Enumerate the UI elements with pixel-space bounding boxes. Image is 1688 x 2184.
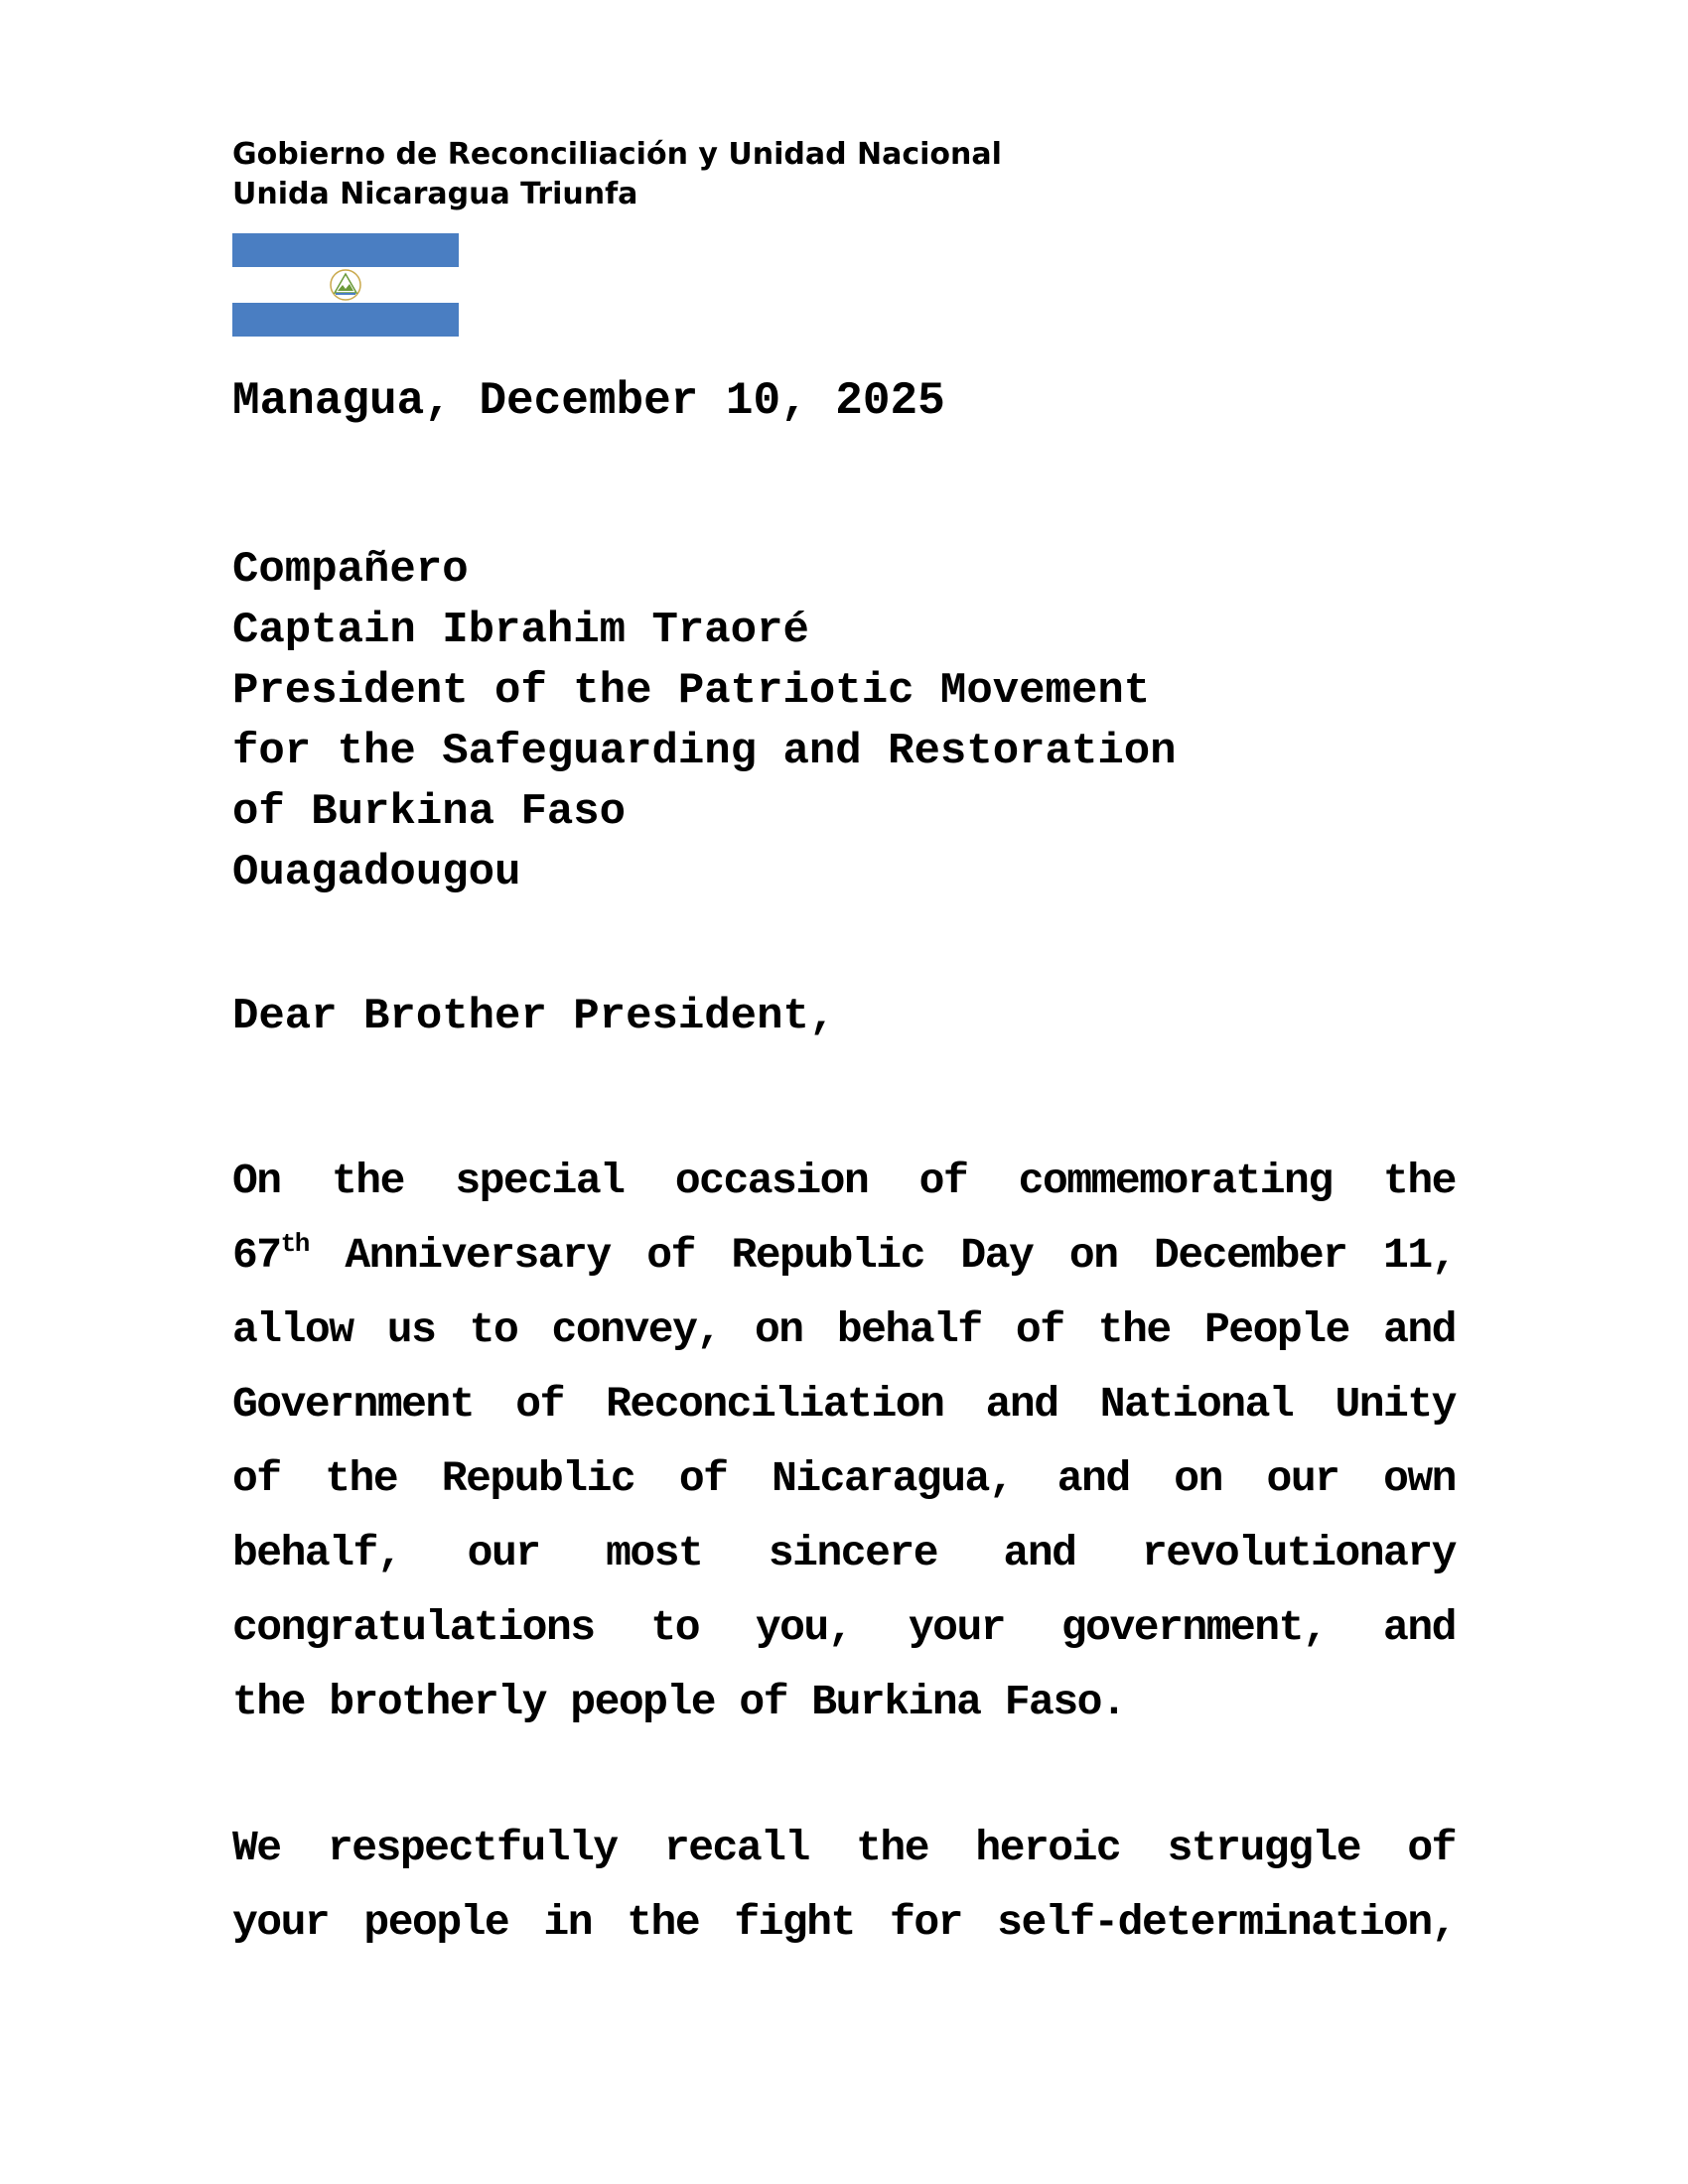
word: self-determination, [997,1898,1456,1947]
word: on [754,1305,803,1354]
word: On [232,1157,281,1205]
salutation: Dear Brother President, [232,992,836,1041]
word: of [232,1454,281,1503]
word: and [985,1380,1058,1429]
paragraph-line [232,1144,1456,1218]
word: Unity [1335,1380,1456,1429]
word: in [543,1898,593,1947]
letter-date: Managua, December 10, 2025 [232,375,945,427]
word: Government [232,1380,475,1429]
word: heroic [975,1824,1121,1872]
word: our [467,1529,540,1577]
paragraph-line [232,1590,1456,1665]
letterhead-government: Gobierno de Reconciliación y Unidad Nacional [232,137,1002,172]
word: the [856,1824,929,1872]
recipient-block [232,540,1177,903]
word: of [646,1231,695,1280]
paragraph-line [232,1441,1456,1516]
paragraph-line [232,1885,1456,1960]
word: of [1015,1305,1064,1354]
recipient-position-line1: President of the Patriotic Movement [232,666,1151,716]
word: 67th [232,1229,309,1280]
paragraph-line [232,1218,1456,1293]
word: your [232,1898,330,1947]
word: our [1266,1454,1339,1503]
word: Republic [731,1231,924,1280]
word: respectfully [327,1824,618,1872]
word: commemorating [1018,1157,1333,1205]
word: government, [1060,1603,1328,1652]
word: and [1056,1454,1130,1503]
nicaragua-flag-icon [232,233,459,337]
word: Day [960,1231,1034,1280]
word: December [1154,1231,1347,1280]
word: you, [755,1603,853,1652]
recipient-position-line2: for the Safeguarding and Restoration [232,727,1177,776]
word: the [1097,1305,1171,1354]
word: people [363,1898,509,1947]
word: most [606,1529,703,1577]
word: of [1407,1824,1456,1872]
word: recall [663,1824,809,1872]
word: of [515,1380,564,1429]
word: the [1383,1157,1456,1205]
word: behalf [836,1305,982,1354]
word: for [890,1898,962,1947]
word: the [325,1454,398,1503]
word: Reconciliation [606,1380,944,1429]
word: and [1003,1529,1076,1577]
word: on [1174,1454,1222,1503]
word: own [1383,1454,1456,1503]
word: the [332,1157,404,1205]
word: of [678,1454,728,1503]
paragraph-line [232,1811,1456,1885]
body-paragraph-2 [232,1811,1456,1960]
word: National [1099,1380,1294,1429]
paragraph-line [232,1516,1456,1590]
paragraph-line [232,1293,1456,1367]
paragraph-last-line: the brotherly people of Burkina Faso. [232,1678,1126,1726]
ordinal-suffix: th [280,1229,309,1259]
paragraph-line [232,1367,1456,1441]
word: 11, [1383,1231,1456,1280]
word: sincere [768,1529,938,1577]
word: We [232,1824,281,1872]
body-paragraph-1 [232,1144,1456,1739]
word: to [650,1603,699,1652]
word: congratulations [232,1603,595,1652]
word: on [1068,1231,1118,1280]
word: the [627,1898,700,1947]
word: fight [734,1898,855,1947]
word: of [918,1157,968,1205]
word: behalf, [232,1529,402,1577]
word: struggle [1167,1824,1360,1872]
letterhead-slogan: Unida Nicaragua Triunfa [232,177,638,211]
word: your [908,1603,1006,1652]
word: allow [232,1305,353,1354]
word: and [1383,1305,1456,1354]
word: Nicaragua, [772,1454,1014,1503]
word: and [1383,1603,1456,1652]
word: special [455,1157,625,1205]
word: revolutionary [1142,1529,1456,1577]
recipient-position-line3: of Burkina Faso [232,787,627,837]
word: Republic [441,1454,635,1503]
word: People [1203,1305,1349,1354]
recipient-name: Captain Ibrahim Traoré [232,606,809,655]
word: Anniversary [345,1231,611,1280]
recipient-title: Compañero [232,545,469,595]
word: occasion [674,1157,869,1205]
letterhead [232,135,1002,214]
word: convey, [551,1305,721,1354]
recipient-city: Ouagadougou [232,848,521,897]
word: to [469,1305,518,1354]
word: us [386,1305,436,1354]
